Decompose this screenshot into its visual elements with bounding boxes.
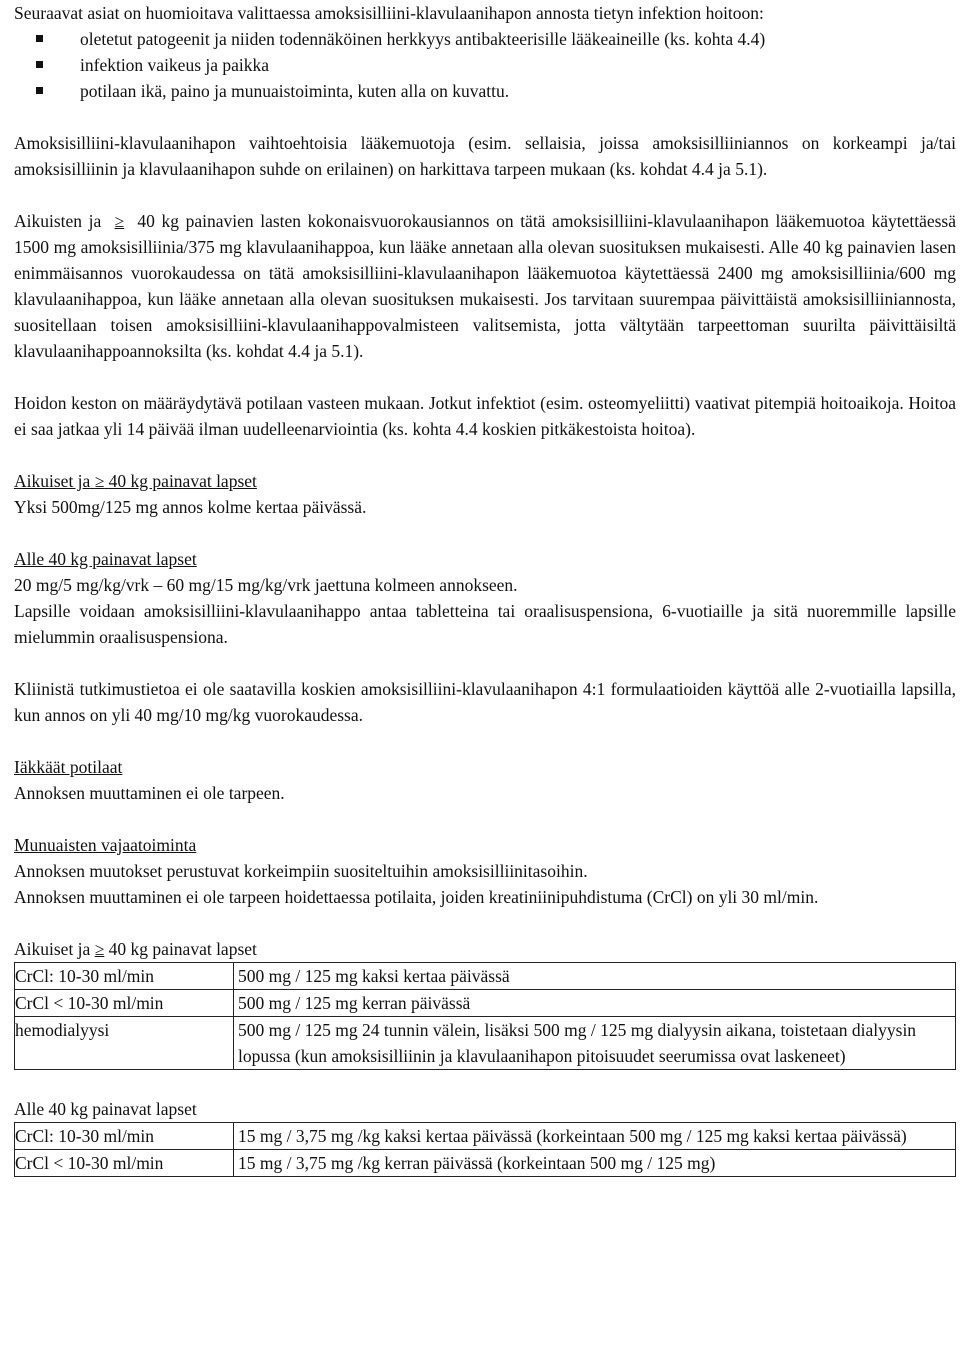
table-cell-dose: 500 mg / 125 mg 24 tunnin välein, lisäksi 500 mg / 125 mg dialyysin aikana, toistetaan dialyysin lopussa (kun amoksisilliinin ja klavulaanihapon pitoisuudet seerumissa ovat laskeneet) (234, 1017, 956, 1070)
table-heading-children: Alle 40 kg painavat lapset (14, 1099, 197, 1119)
renal-text-2: Annoksen muuttaminen ei ole tarpeen hoidettaessa potilaita, joiden kreatiniinipuhdistuma (CrCl) on yli 30 ml/min. (14, 887, 819, 907)
table-cell-condition: CrCl < 10-30 ml/min (15, 990, 234, 1017)
paragraph-forms: Amoksisilliini-klavulaanihapon vaihtoehtoisia lääkemuotoja (esim. sellaisia, joissa amoksisilliiniannos on korkeampi ja/tai amoksisilliinin ja klavulaanihapon suhde on erilainen) on harkittava tarpeen mukaan (ks. kohdat 4.4 ja 5.1). (14, 133, 956, 179)
table-cell-condition: CrCl: 10-30 ml/min (15, 963, 234, 990)
table-cell-condition: CrCl < 10-30 ml/min (15, 1150, 234, 1177)
renal-dose-table-children (14, 1122, 956, 1177)
table-row (15, 963, 956, 990)
section-heading-elderly: Iäkkäät potilaat (14, 757, 123, 777)
table-row (15, 1150, 956, 1177)
section-heading-renal: Munuaisten vajaatoiminta (14, 835, 197, 855)
paragraph-adult-dosing: Aikuisten ja ≥ 40 kg painavien lasten kokonaisvuorokausiannos on tätä amoksisilliini-klavulaanihapon lääkemuotoa käytettäessä 1500 mg amoksisilliinia/375 mg klavulaanihappoa, kun lääke annetaan alla olevan suosituksen mukaisesti. Alle 40 kg painavien lasen enimmäisannos vuorokaudessa on tätä amoksisilliini-klavulaanihapon lääkemuotoa käytettäessä 2400 mg amoksisilliinia/600 mg klavulaanihappoa, kun lääke annetaan alla olevan suosituksen mukaisesti. Jos tarvitaan suurempaa päivittäistä amoksisilliiniannosta, suositellaan toisen amoksisilliini-klavulaanihappovalmisteen valitsemista, jotta vältytään tarpeettoman suurilta päivittäisiltä klavulaanihappoannoksilta (ks. kohdat 4.4 ja 5.1). (14, 211, 957, 361)
children-note: Lapsille voidaan amoksisilliini-klavulaanihappo antaa tabletteina tai oraalisuspensiona, 6-vuotiaille ja sitä nuoremmille lapsille mielummin oraalisuspensiona. (14, 601, 956, 647)
adult-dose-text: Yksi 500mg/125 mg annos kolme kertaa päivässä. (14, 497, 367, 517)
list-item: infektion vaikeus ja paikka (14, 52, 956, 78)
paragraph-clinical-data: Kliinistä tutkimustietoa ei ole saatavilla koskien amoksisilliini-klavulaanihapon 4:1 formulaatioiden käyttöä alle 2-vuotiailla lapsilla, kun annos on yli 40 mg/10 mg/kg vuorokaudessa. (14, 679, 956, 725)
table-heading-adults: Aikuiset ja ≥ 40 kg painavat lapset (14, 939, 257, 959)
factor-list (14, 26, 956, 104)
renal-text-1: Annoksen muutokset perustuvat korkeimpiin suositeltuihin amoksisilliinitasoihin. (14, 861, 588, 881)
bullet-square-icon (36, 87, 43, 94)
list-item: oletetut patogeenit ja niiden todennäköinen herkkyys antibakteerisille lääkeaineille (ks. kohta 4.4) (14, 26, 956, 52)
document-page (14, 0, 956, 1177)
children-dose-text: 20 mg/5 mg/kg/vrk – 60 mg/15 mg/kg/vrk jaettuna kolmeen annokseen. (14, 575, 518, 595)
table-cell-condition: hemodialyysi (15, 1017, 234, 1070)
renal-dose-table-adults (14, 962, 956, 1070)
table-cell-dose: 500 mg / 125 mg kerran päivässä (234, 990, 956, 1017)
table-cell-condition: CrCl: 10-30 ml/min (15, 1123, 234, 1150)
table-row (15, 990, 956, 1017)
table-cell-dose: 15 mg / 3,75 mg /kg kerran päivässä (korkeintaan 500 mg / 125 mg) (234, 1150, 956, 1177)
list-item: potilaan ikä, paino ja munuaistoiminta, kuten alla on kuvattu. (14, 78, 956, 104)
greater-equal-symbol: ≥ (114, 211, 125, 231)
table-cell-dose: 500 mg / 125 mg kaksi kertaa päivässä (234, 963, 956, 990)
section-heading-children: Alle 40 kg painavat lapset (14, 549, 197, 569)
paragraph-duration: Hoidon keston on määräydytävä potilaan vasteen mukaan. Jotkut infektiot (esim. osteomyeliitti) vaativat pitempiä hoitoaikoja. Hoitoa ei saa jatkaa yli 14 päivää ilman uudelleenarviointia (ks. kohta 4.4 koskien pitkäkestoista hoitoa). (14, 393, 956, 439)
table-row (15, 1123, 956, 1150)
intro-lead: Seuraavat asiat on huomioitava valittaessa amoksisilliini-klavulaanihapon annosta tietyn infektion hoitoon: (14, 3, 764, 23)
bullet-square-icon (36, 61, 43, 68)
bullet-square-icon (36, 35, 43, 42)
table-row (15, 1017, 956, 1070)
elderly-text: Annoksen muuttaminen ei ole tarpeen. (14, 783, 285, 803)
section-heading-adults: Aikuiset ja ≥ 40 kg painavat lapset (14, 471, 257, 491)
table-cell-dose: 15 mg / 3,75 mg /kg kaksi kertaa päivässä (korkeintaan 500 mg / 125 mg kaksi kertaa päivässä) (234, 1123, 956, 1150)
